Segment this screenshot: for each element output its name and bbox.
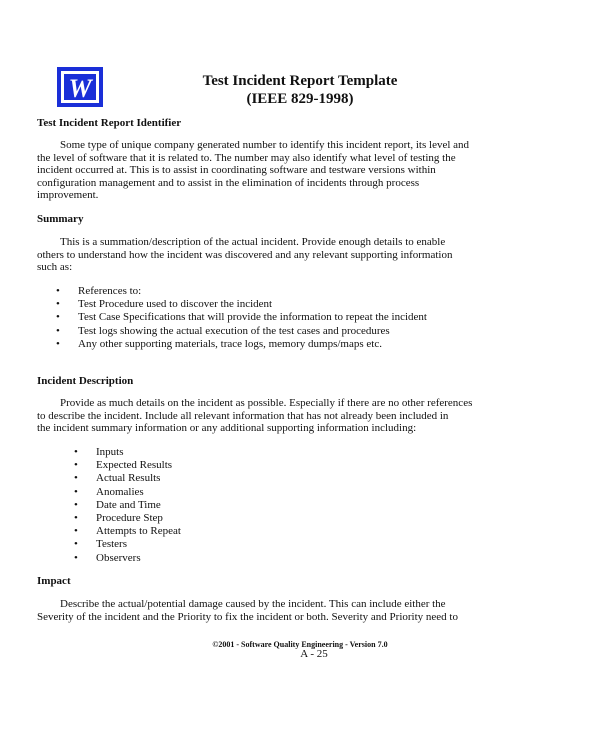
list-item: • Testers <box>74 538 181 551</box>
summary-bullet-list <box>56 285 427 351</box>
incident-description-line: the incident summary information or any additional supporting information including: <box>37 422 417 435</box>
list-item: • Actual Results <box>74 472 181 485</box>
identifier-line: Some type of unique company generated number to identify this incident report, its level and <box>60 139 470 151</box>
list-item: • Attempts to Repeat <box>74 525 181 538</box>
impact-line: Severity of the incident and the Priority to fix the incident or both. Severity and Priority need to <box>37 610 458 623</box>
list-item: • Expected Results <box>74 459 181 472</box>
incident-description-heading: Incident Description <box>37 375 134 387</box>
footer-page-number: A - 25 <box>300 648 328 660</box>
list-item: • Procedure Step <box>74 512 181 525</box>
summary-heading: Summary <box>37 213 84 225</box>
list-item: • Test logs showing the actual execution of the test cases and procedures <box>56 325 427 338</box>
incident-description-paragraph <box>37 397 537 435</box>
summary-line: others to understand how the incident was discovered and any relevant supporting information <box>37 248 453 261</box>
identifier-line: incident occurred at. This is to assist in coordinating software and testware versions within <box>37 164 436 177</box>
impact-paragraph <box>37 598 537 623</box>
list-item: • Test Case Specifications that will provide the information to repeat the incident <box>56 311 427 324</box>
list-item: • Anomalies <box>74 486 181 499</box>
logo-letter: W <box>68 74 92 103</box>
identifier-line: configuration management and to assist in the elimination of incidents through process <box>37 176 420 189</box>
incident-description-line: to describe the incident. Include all relevant information that has not already been included in <box>37 409 449 422</box>
identifier-line: the level of software that it is related to. The number may also identify what level of testing the <box>37 151 456 164</box>
title-line-1: Test Incident Report Template <box>202 73 398 89</box>
summary-paragraph <box>37 236 537 274</box>
identifier-paragraph <box>37 139 537 202</box>
word-logo-icon <box>57 67 103 107</box>
list-item: • Inputs <box>74 446 181 459</box>
list-item: • Any other supporting materials, trace logs, memory dumps/maps etc. <box>56 338 427 351</box>
identifier-line: improvement. <box>37 189 99 202</box>
document-title <box>150 72 450 108</box>
impact-heading: Impact <box>37 575 71 587</box>
incident-description-line: Provide as much details on the incident as possible. Especially if there are no other references <box>60 397 473 409</box>
impact-line: Describe the actual/potential damage caused by the incident. This can include either the <box>60 598 446 610</box>
identifier-heading: Test Incident Report Identifier <box>37 117 182 129</box>
list-item: • Test Procedure used to discover the incident <box>56 298 427 311</box>
incident-description-bullet-list <box>74 446 181 565</box>
title-line-2: (IEEE 829-1998) <box>246 91 354 107</box>
list-item: • References to: <box>56 285 427 298</box>
list-item: • Observers <box>74 552 181 565</box>
summary-line: such as: <box>37 261 73 274</box>
summary-line: This is a summation/description of the actual incident. Provide enough details to enable <box>60 236 446 248</box>
footer-copyright: ©2001 - Software Quality Engineering - Version 7.0 <box>212 640 388 649</box>
list-item: • Date and Time <box>74 499 181 512</box>
